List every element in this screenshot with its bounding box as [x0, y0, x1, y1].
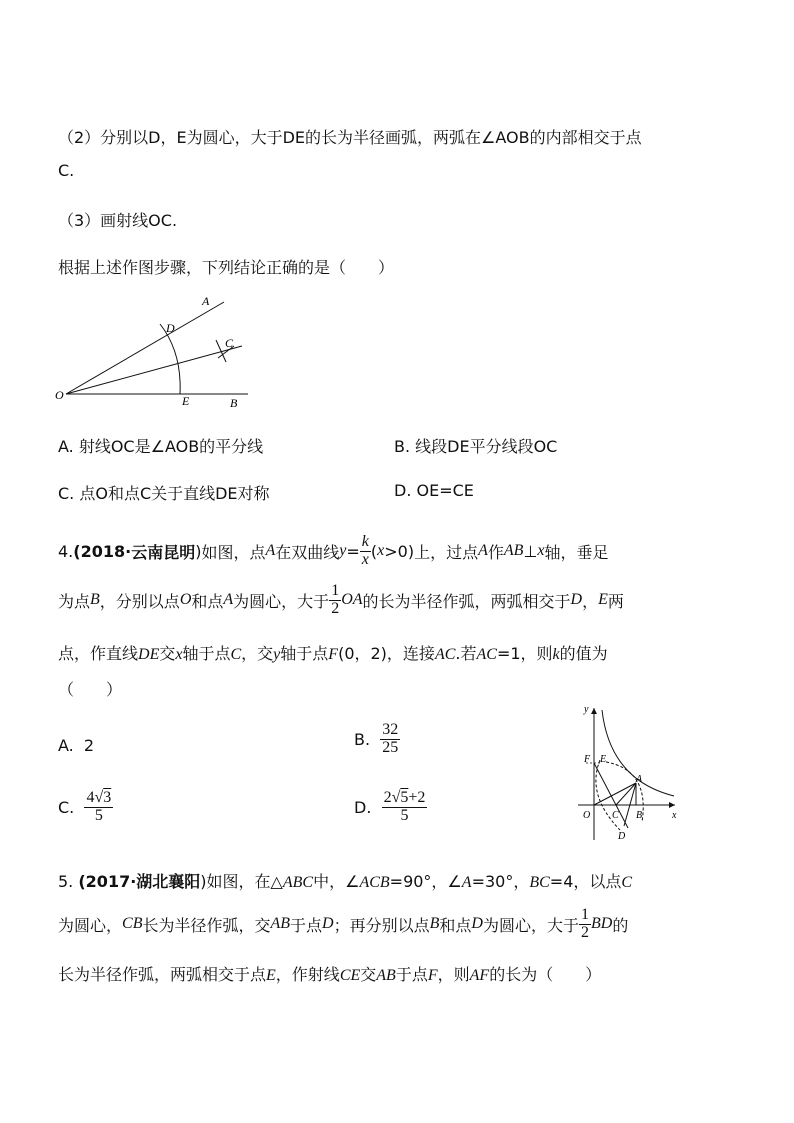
addend: +2	[408, 789, 426, 806]
q5-text: =30°，	[471, 872, 530, 891]
sqrt-symbol: √	[391, 789, 401, 806]
fraction-numerator: 1	[331, 581, 340, 599]
q4-var-f: F	[328, 646, 339, 663]
q5-var-f: F	[427, 967, 438, 984]
q4-var-ab: AB	[503, 542, 524, 559]
q4-var-a: A	[478, 542, 488, 559]
q5-var-acb: ACB	[359, 874, 390, 891]
q3-option-a: A. 射线OC是∠AOB的平分线	[58, 437, 264, 456]
coefficient: 4	[86, 789, 95, 806]
q5-var-b: B	[429, 915, 440, 932]
sqrt-symbol: √	[94, 789, 104, 806]
q4-text: .若	[455, 644, 477, 663]
q5-var-c: C	[621, 874, 633, 891]
fraction-numerator: 32	[382, 721, 399, 738]
q5-source-open: (2017	[78, 872, 131, 891]
q4-var-e: E	[598, 591, 608, 608]
q5-text: ，则	[437, 965, 470, 984]
q4-var-oa: OA	[341, 591, 363, 608]
label-c: C	[225, 336, 234, 350]
q5-number: 5.	[58, 872, 74, 891]
q5-line3	[58, 962, 601, 985]
fraction-denominator: 2	[331, 599, 340, 617]
q4-var-ac: AC	[434, 646, 456, 663]
q3-step3: （3）画射线OC.	[58, 211, 178, 230]
fraction-denominator: 5	[400, 806, 409, 824]
label-a: A	[636, 774, 643, 785]
q5-text: 交	[360, 965, 377, 984]
q5-text: 的	[612, 915, 629, 935]
q5-var-cb: CB	[122, 915, 143, 932]
q3-option-c: C. 点O和点C关于直线DE对称	[58, 484, 270, 503]
q5-var-ce: CE	[339, 967, 361, 984]
q4-source-close: )	[195, 541, 202, 561]
q5-fraction-half	[579, 907, 591, 942]
q4-var-y: y	[273, 646, 281, 663]
q4-fraction-half	[329, 583, 341, 618]
q4-text: 点，作直线	[58, 644, 139, 663]
q4-text: 作	[487, 542, 504, 562]
line-de	[594, 763, 628, 828]
q3-question: 根据上述作图步骤，下列结论正确的是（ ）	[58, 258, 395, 277]
q5-var-af: AF	[469, 967, 490, 984]
label-c: C	[612, 810, 619, 821]
fraction-denominator: x	[361, 550, 369, 568]
q5-text: =4，以点	[549, 872, 622, 891]
q5-text: 于点	[290, 915, 323, 935]
ray-oc	[66, 346, 242, 394]
q5-var-e: E	[266, 967, 276, 984]
option-value: 2	[83, 736, 95, 755]
fraction-denominator: 5	[94, 806, 103, 824]
label-e: E	[600, 754, 607, 765]
q4-text: 轴，垂足	[544, 542, 609, 562]
q4-text: =1，则	[496, 644, 553, 663]
q4-text: 轴于点	[182, 644, 231, 663]
q4-var-o: O	[179, 591, 192, 608]
label-o: O	[55, 388, 64, 402]
q5-text: 长为半径作弧，两弧相交于点	[58, 965, 267, 984]
q5-line1	[58, 869, 632, 892]
radicand: 5	[400, 789, 409, 806]
q4-option-c	[58, 790, 113, 825]
q4-number: 4.	[58, 541, 74, 561]
q5-var-d: D	[322, 915, 334, 932]
q4-text: (	[370, 541, 378, 561]
q5-var-bc: BC	[529, 874, 550, 891]
q5-var-abc: ABC	[282, 874, 314, 891]
q4-var-y: y	[339, 542, 347, 559]
label-b: B	[636, 810, 643, 821]
q5-source-place: 湖北襄阳	[136, 872, 201, 891]
radicand: 3	[103, 789, 112, 806]
q4-option-d	[354, 790, 427, 825]
q4-text: (0，2)，连接	[338, 644, 435, 663]
fraction-numerator	[84, 790, 113, 808]
q4-text: ，交	[241, 644, 274, 663]
fraction-numerator: k	[361, 532, 369, 550]
q5-var-ab: AB	[376, 967, 396, 984]
q5-var-d: D	[471, 915, 483, 932]
q4-text: 的值为	[559, 644, 608, 663]
q4-var-a: A	[223, 591, 234, 608]
q5-text: 为圆心，大于	[482, 915, 579, 935]
q4-text: 两	[607, 591, 624, 611]
q4-source-place: 云南昆明	[131, 542, 196, 562]
q4-text: 为圆心，大于	[233, 591, 330, 611]
q4-var-a: A	[265, 542, 276, 559]
q4-line1	[58, 526, 609, 576]
q5-text: 和点	[439, 915, 472, 935]
option-label: C.	[58, 797, 75, 817]
q5-text: 中，∠	[313, 872, 360, 891]
q4-var-x: x	[377, 542, 385, 559]
option-fraction	[380, 722, 400, 757]
q5-text: ；再分别以点	[333, 915, 430, 935]
q5-var-a: A	[461, 874, 472, 891]
q5-text: 于点	[395, 965, 428, 984]
q4-var-c: C	[230, 646, 242, 663]
label-f: F	[584, 754, 591, 765]
q5-line2	[58, 899, 628, 949]
q5-text: 长为半径作弧，交	[142, 915, 271, 935]
q4-var-k: k	[552, 646, 560, 663]
q5-text: 如图，在△	[206, 872, 283, 891]
q5-source-dot: ·	[130, 872, 137, 891]
q4-source-dot: ·	[125, 541, 132, 561]
q5-text: ，作射线	[275, 965, 340, 984]
q4-text: ，	[582, 591, 599, 611]
q4-text: 上，过点	[414, 542, 479, 562]
q4-text: 和点	[191, 591, 224, 611]
q4-text: >0)	[384, 541, 415, 561]
q5-var-bd: BD	[591, 915, 613, 932]
q4-text: 的长为半径作弧，两弧相交于	[362, 591, 571, 611]
q5-text: 的长为（ ）	[489, 965, 602, 984]
ray-oa	[66, 302, 224, 394]
option-label: B.	[354, 729, 371, 749]
q4-hyperbola-figure	[570, 700, 685, 845]
q4-perp-symbol: ⊥	[523, 541, 538, 561]
q5-source-close: )	[200, 872, 207, 891]
q3-option-d: D. OE=CE	[394, 481, 474, 500]
option-fraction	[84, 790, 113, 825]
q3-option-b: B. 线段DE平分线段OC	[394, 437, 558, 456]
q4-var-b: B	[90, 591, 100, 608]
fraction-denominator: 2	[581, 923, 589, 941]
option-label: A.	[58, 736, 74, 755]
label-y: y	[584, 704, 589, 715]
coefficient: 2	[383, 789, 392, 806]
label-o: O	[583, 810, 591, 821]
x-axis-arrow	[669, 802, 675, 808]
q4-answer-paren: （ ）	[58, 680, 123, 699]
q5-text: 为圆心，	[58, 915, 123, 935]
fraction-numerator: 1	[581, 905, 589, 923]
q3-angle-figure	[52, 292, 262, 412]
label-a: A	[202, 294, 210, 308]
fraction-numerator	[382, 790, 428, 808]
label-b: B	[230, 396, 238, 410]
q5-text: =90°，∠	[389, 872, 462, 891]
q4-text: 如图，点	[201, 542, 266, 562]
q4-option-b	[354, 722, 400, 757]
q4-var-x: x	[537, 542, 545, 559]
label-e: E	[182, 394, 190, 408]
q4-var-x: x	[175, 646, 183, 663]
fraction-denominator: 25	[382, 738, 399, 756]
q4-option-a	[58, 736, 94, 755]
q4-source-open: (2018	[73, 541, 126, 561]
q3-step2-line1: （2）分别以D，E为圆心，大于DE的长为半径画弧，两弧在∠AOB的内部相交于点	[58, 128, 642, 147]
q4-fraction-k-over-x	[360, 534, 371, 569]
label-d: D	[166, 321, 175, 335]
q4-equals: =	[346, 541, 360, 561]
q4-text: 交	[159, 644, 176, 663]
option-label: D.	[354, 797, 372, 817]
q4-line3	[58, 641, 608, 664]
q4-text: 为点	[58, 591, 91, 611]
label-d: D	[618, 831, 626, 842]
q4-text: 在双曲线	[275, 542, 340, 562]
y-axis-arrow	[591, 708, 597, 714]
q4-line2	[58, 575, 624, 625]
q3-step2-line2: C.	[58, 161, 75, 180]
q5-var-ab: AB	[270, 915, 291, 932]
q4-text: 轴于点	[280, 644, 329, 663]
q4-var-d: D	[570, 591, 583, 608]
label-x: x	[672, 810, 677, 821]
q4-var-ac: AC	[476, 646, 497, 663]
option-fraction	[382, 790, 428, 825]
q4-text: ，分别以点	[99, 591, 180, 611]
q4-var-de: DE	[138, 646, 160, 663]
